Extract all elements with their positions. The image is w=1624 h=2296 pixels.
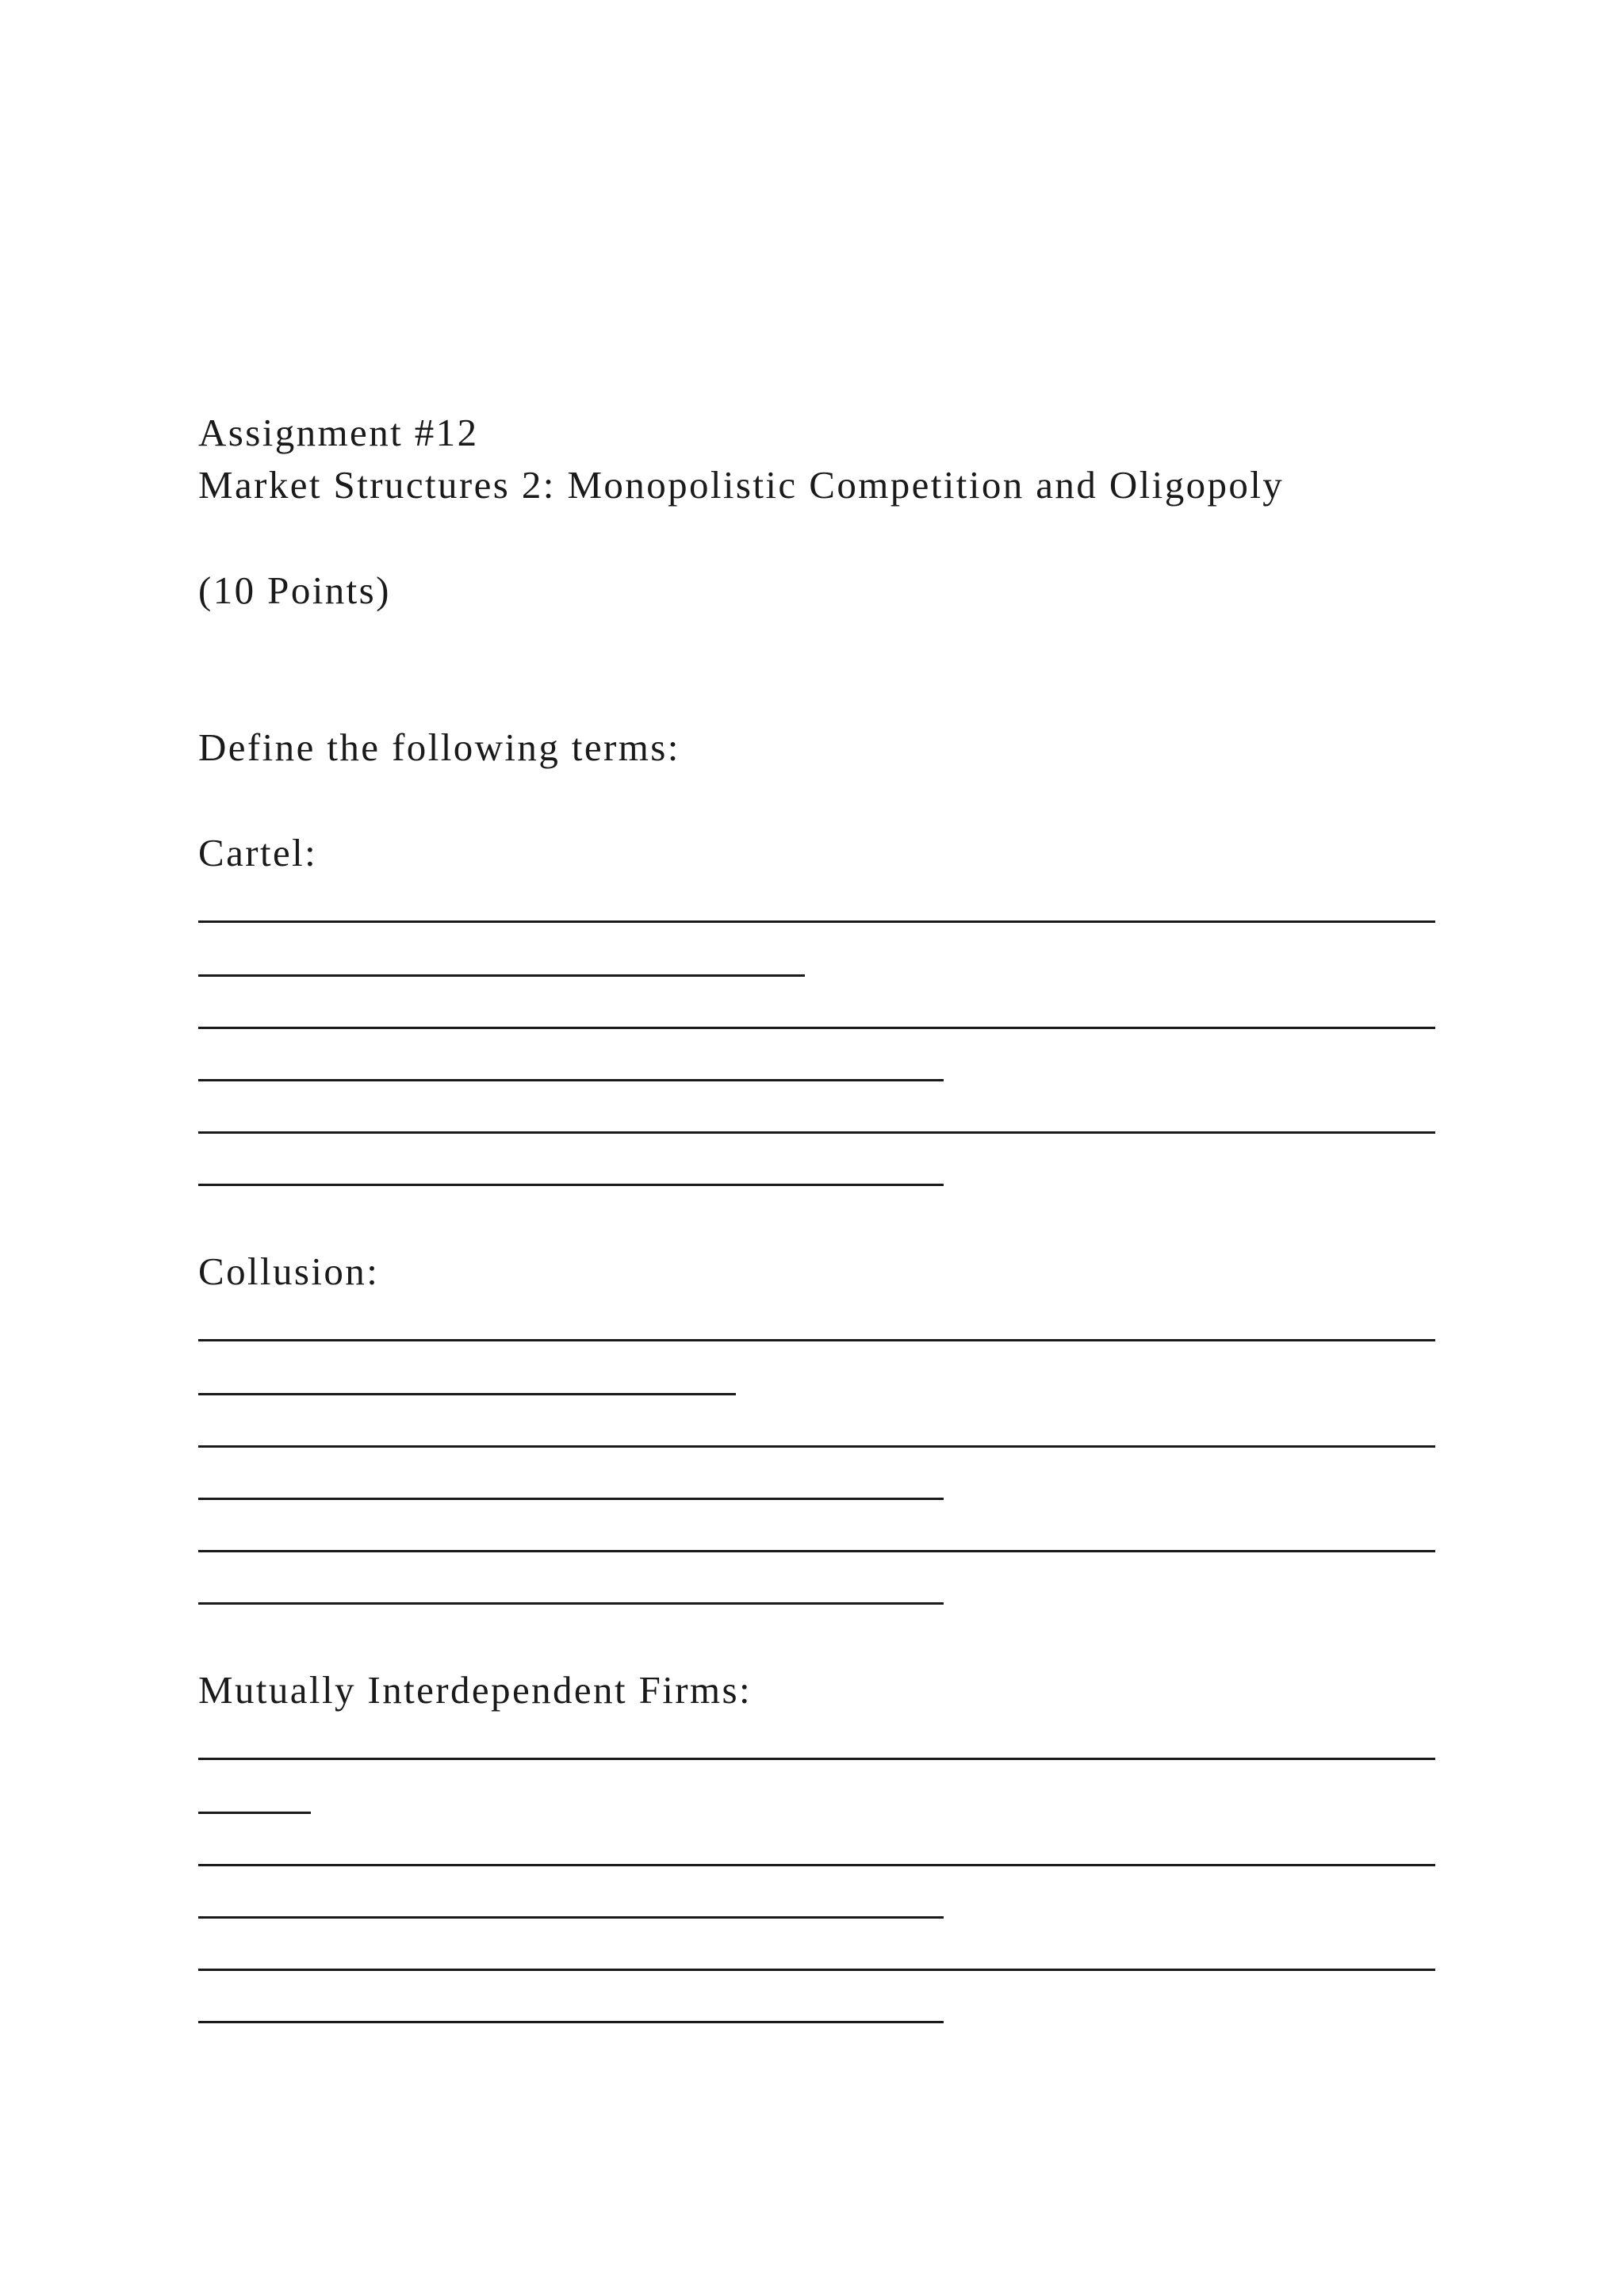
- answer-line: [198, 1969, 1435, 1971]
- answer-line: [198, 1445, 1435, 1448]
- answer-line: [198, 1339, 1435, 1341]
- answer-line: [198, 1550, 1435, 1552]
- answer-line: [198, 920, 1435, 923]
- term-label-cartel: Cartel:: [198, 831, 318, 874]
- assignment-title: Market Structures 2: Monopolistic Competition and Oligopoly: [198, 463, 1285, 507]
- answer-line: [198, 974, 805, 977]
- answer-line: [198, 1864, 1435, 1866]
- answer-line: [198, 1812, 311, 1814]
- instructions: Define the following terms:: [198, 725, 680, 769]
- assignment-number: Assignment #12: [198, 411, 479, 454]
- answer-line: [198, 1758, 1435, 1760]
- answer-line: [198, 1602, 944, 1605]
- term-label-collusion: Collusion:: [198, 1249, 380, 1293]
- answer-line: [198, 1027, 1435, 1029]
- answer-line: [198, 1393, 736, 1395]
- answer-line: [198, 1916, 944, 1919]
- answer-line: [198, 1079, 944, 1081]
- answer-line: [198, 1131, 1435, 1134]
- answer-line: [198, 1498, 944, 1500]
- answer-line: [198, 1184, 944, 1186]
- answer-line: [198, 2021, 944, 2023]
- term-label-mutually-interdependent-firms: Mutually Interdependent Firms:: [198, 1668, 752, 1712]
- points-value: (10 Points): [198, 568, 391, 612]
